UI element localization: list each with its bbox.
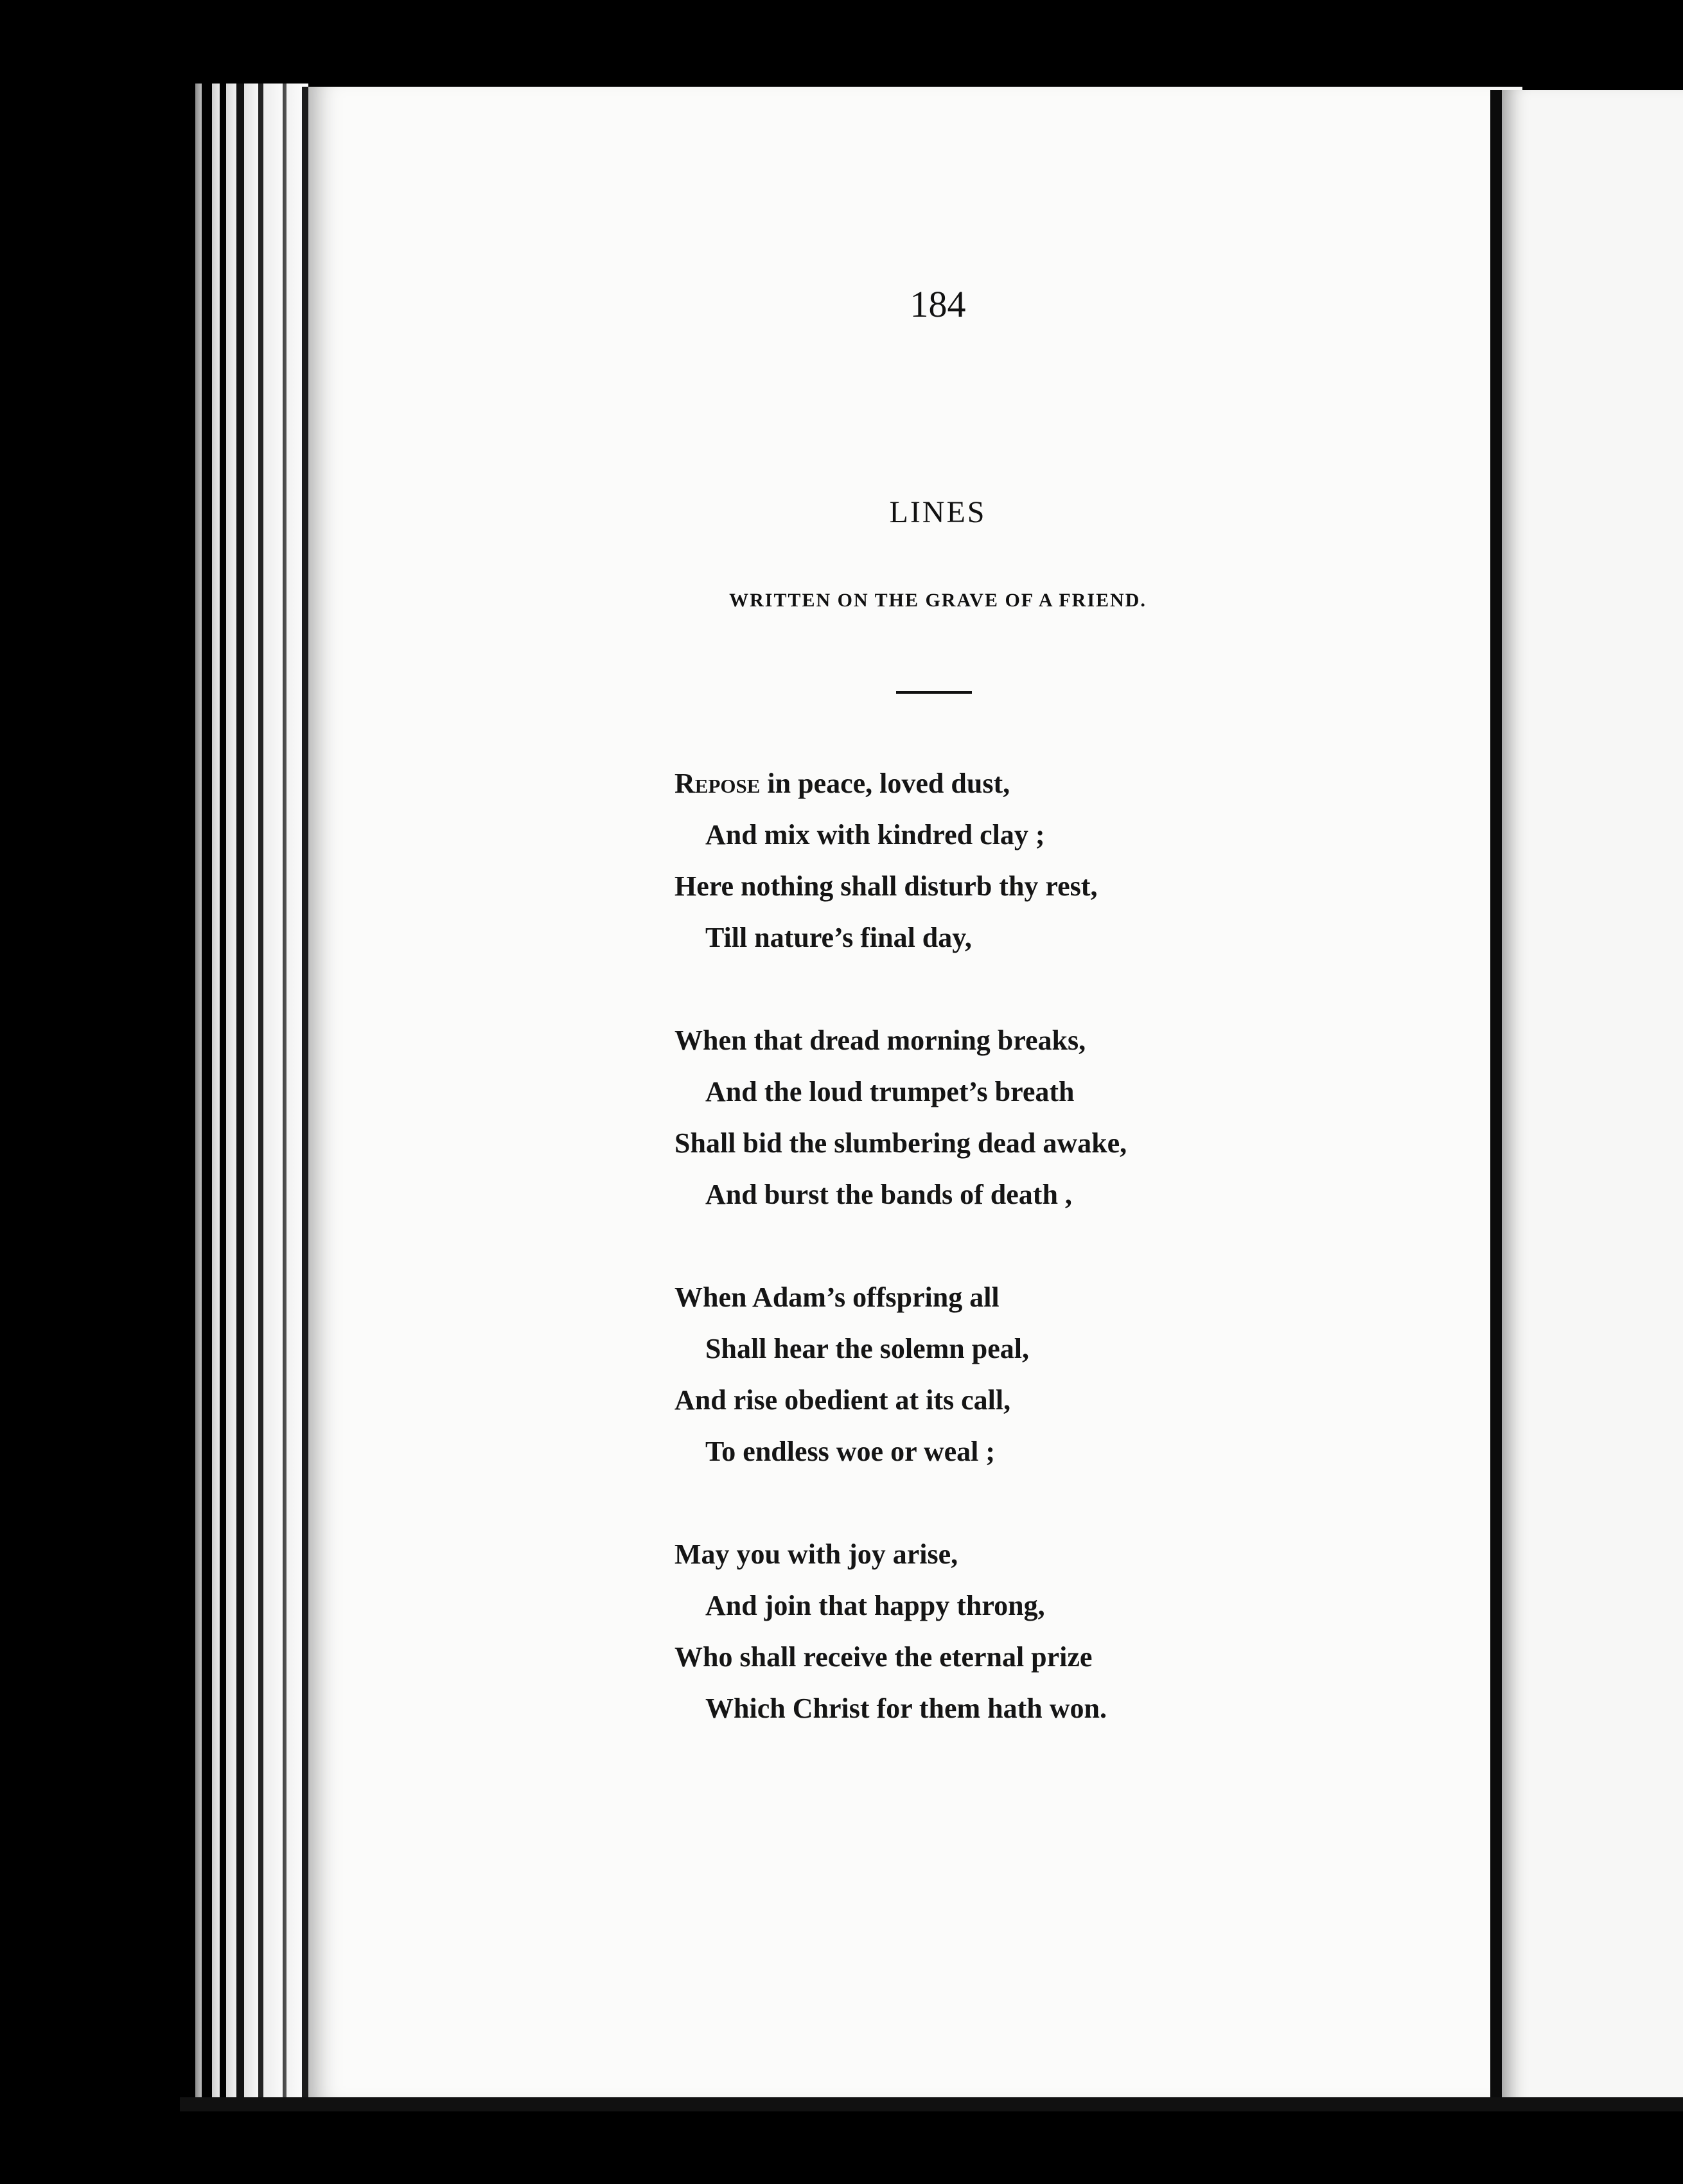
stanza-2: [674, 1015, 1317, 1220]
poem-line: And the loud trumpet’s breath: [705, 1076, 1075, 1107]
poem-line-text: in peace, loved dust,: [760, 768, 1010, 799]
poem-line-lead: Repose: [674, 768, 761, 799]
stanza-4: [674, 1529, 1317, 1734]
poem-line: And join that happy throng,: [705, 1590, 1045, 1621]
title-rule: [896, 691, 972, 694]
poem-line: Who shall receive the eternal prize: [674, 1641, 1093, 1673]
stanza-3: [674, 1272, 1317, 1477]
poem-subtitle: WRITTEN ON THE GRAVE OF A FRIEND.: [729, 590, 1147, 611]
poem-line: To endless woe or weal ;: [705, 1436, 995, 1467]
book-gutter: [1490, 90, 1502, 2107]
poem-line: And mix with kindred clay ;: [705, 819, 1045, 850]
poem-line: Shall bid the slumbering dead awake,: [674, 1127, 1127, 1159]
poem-line: And burst the bands of death ,: [705, 1179, 1072, 1210]
poem-line: Which Christ for them hath won.: [705, 1693, 1107, 1724]
poem-line: [674, 758, 1317, 809]
poem-line: When that dread morning breaks,: [674, 1025, 1086, 1056]
facing-page: [1502, 90, 1683, 2107]
page-bottom-edge: [180, 2097, 1683, 2111]
poem-line: And rise obedient at its call,: [674, 1384, 1011, 1416]
poem-line: Shall hear the solemn peal,: [705, 1333, 1030, 1364]
poem-body: [674, 758, 1317, 1786]
poem-line: May you with joy arise,: [674, 1538, 958, 1570]
page-number: 184: [910, 283, 966, 325]
stanza-1: [674, 758, 1317, 964]
poem-line: Till nature’s final day,: [705, 922, 972, 953]
poem-title: LINES: [889, 495, 987, 529]
poem-line: When Adam’s offspring all: [674, 1281, 1000, 1313]
page-edges: [186, 84, 308, 2100]
poem-line: Here nothing shall disturb thy rest,: [674, 870, 1098, 902]
